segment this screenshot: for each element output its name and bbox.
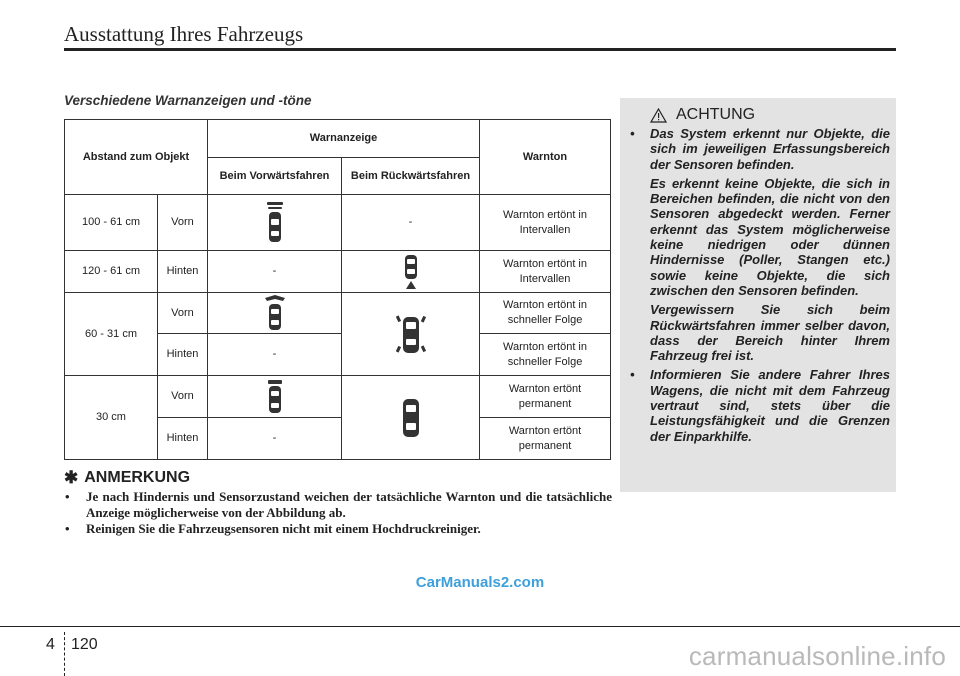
caution-paragraph: Informieren Sie andere Fahrer Ihres Wagens, die nicht mit dem Fahrzeug vertraut sind, stets über die Leistungsfähigkeit und die Grenzen der Einparkhilfe.	[650, 367, 890, 444]
distance-cell: 60 - 31 cm	[65, 293, 158, 376]
chapter-number: 4	[46, 636, 55, 653]
note-item	[64, 489, 612, 521]
reverse-indicator-cell: -	[342, 195, 480, 251]
forward-indicator-cell: -	[208, 334, 342, 376]
site-watermark: carmanualsonline.info	[688, 641, 946, 671]
note-text: Je nach Hindernis und Sensorzustand weichen der tatsächliche Warnton und die tatsächliche Anzeige möglicherweise von der Abbildung ab.	[86, 489, 612, 520]
note-star-icon: ✱	[64, 468, 79, 487]
bullet: •	[65, 489, 70, 504]
table-row	[65, 376, 611, 418]
table-row	[65, 251, 611, 293]
table-row	[65, 195, 611, 251]
note-title: ANMERKUNG	[84, 469, 191, 486]
car-front-warning-icon	[263, 201, 287, 245]
running-header: Ausstattung Ihres Fahrzeugs	[64, 22, 304, 46]
caution-item	[628, 367, 890, 443]
warning-triangle-icon	[650, 108, 667, 123]
sound-cell: Warnton ertönt in schneller Folge	[480, 334, 611, 376]
sound-cell: Warnton ertönt in schneller Folge	[480, 293, 611, 334]
forward-indicator-cell	[208, 195, 342, 251]
caution-paragraph: Das System erkennt nur Objekte, die sich im jeweiligen Erfassungsbereich der Sensoren befinden.	[650, 126, 890, 172]
section-title: Verschiedene Warnanzeigen und -töne	[64, 93, 312, 108]
bullet: •	[630, 367, 635, 383]
position-cell: Hinten	[158, 251, 208, 293]
caution-item	[628, 126, 890, 363]
header-indicator: Warnanzeige	[208, 120, 480, 158]
sound-cell: Warnton ertönt permanent	[480, 418, 611, 460]
page-number: 120	[71, 636, 98, 653]
caution-list	[628, 126, 890, 448]
position-cell: Vorn	[158, 293, 208, 334]
position-cell: Vorn	[158, 376, 208, 418]
forward-indicator-cell: -	[208, 418, 342, 460]
bullet: •	[65, 521, 70, 536]
sound-cell: Warnton ertönt in Intervallen	[480, 195, 611, 251]
sound-cell: Warnton ertönt permanent	[480, 376, 611, 418]
car-front-permanent-warning-icon	[263, 379, 287, 415]
bullet: •	[630, 126, 635, 141]
forward-indicator-cell: -	[208, 251, 342, 293]
position-cell: Vorn	[158, 195, 208, 251]
caution-header	[650, 106, 755, 124]
distance-cell: 30 cm	[65, 376, 158, 460]
header-distance: Abstand zum Objekt	[65, 120, 208, 195]
caution-title: ACHTUNG	[676, 106, 756, 123]
header-forward: Beim Vorwärtsfahren	[208, 158, 342, 195]
sound-cell: Warnton ertönt in Intervallen	[480, 251, 611, 293]
car-rear-permanent-warning-icon	[398, 397, 424, 439]
note-header	[64, 468, 190, 488]
forward-indicator-cell	[208, 376, 342, 418]
car-sides-close-warning-icon	[393, 311, 429, 357]
footer-rule	[0, 626, 960, 627]
reverse-indicator-cell	[342, 376, 480, 460]
caution-box	[620, 98, 896, 492]
table-row	[65, 293, 611, 334]
header-sound: Warnton	[480, 120, 611, 195]
distance-cell: 120 - 61 cm	[65, 251, 158, 293]
watermark-link[interactable]: CarManuals2.com	[415, 574, 545, 591]
position-cell: Hinten	[158, 334, 208, 376]
note-list	[64, 489, 612, 537]
header-rule	[64, 48, 896, 51]
warning-table	[64, 119, 611, 460]
position-cell: Hinten	[158, 418, 208, 460]
caution-paragraph: Vergewissern Sie sich beim Rückwärtsfahren immer selber davon, dass der Bereich hinter Ihrem Fahrzeug frei ist.	[650, 302, 890, 364]
car-rear-warning-icon	[399, 254, 423, 290]
note-item	[64, 521, 612, 537]
distance-cell: 100 - 61 cm	[65, 195, 158, 251]
reverse-indicator-cell	[342, 251, 480, 293]
header-reverse: Beim Rückwärtsfahren	[342, 158, 480, 195]
footer-separator	[64, 632, 65, 676]
caution-paragraph: Es erkennt keine Objekte, die sich in Bereichen befinden, die nicht von den Sensoren abgedeckt werden. Ferner erkennt das System möglicherweise keine niedrigen oder dünnen Hindernisse (Poller, Stangen etc.) sowie keine Objekte, die sich zwischen den Sensoren befinden.	[650, 175, 890, 298]
car-front-close-warning-icon	[259, 294, 291, 332]
note-text: Reinigen Sie die Fahrzeugsensoren nicht mit einem Hochdruckreiniger.	[86, 521, 481, 536]
forward-indicator-cell	[208, 293, 342, 334]
reverse-indicator-cell	[342, 293, 480, 376]
